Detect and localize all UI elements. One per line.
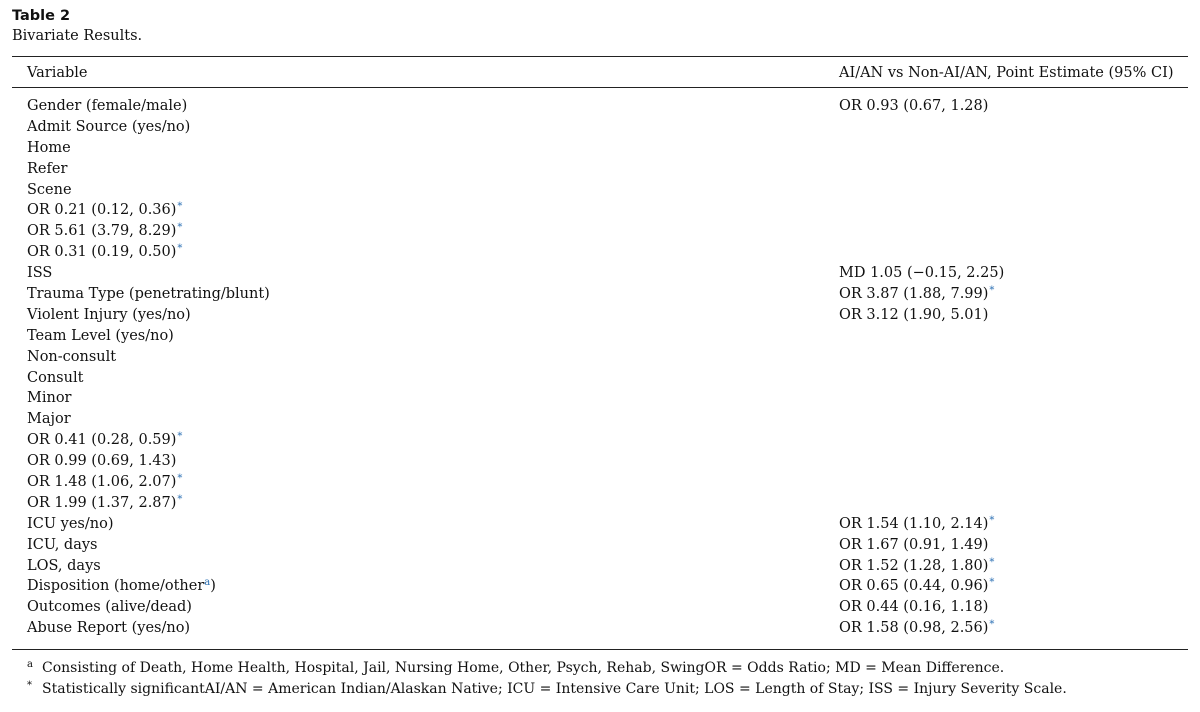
variable-cell — [27, 284, 270, 304]
significance-mark: * — [989, 577, 995, 589]
variable-cell — [27, 180, 72, 200]
footnote-mark: a — [204, 577, 211, 589]
variable-text: Outcomes (alive/dead) — [27, 599, 192, 616]
table-row — [12, 493, 1188, 514]
estimate-cell — [839, 514, 994, 536]
variable-text: Disposition (home/other — [27, 578, 205, 595]
footnote-mark: * — [27, 680, 32, 692]
column-header-estimate: AI/AN vs Non-AI/AN, Point Estimate (95% CI) — [839, 65, 1174, 81]
variable-text: Gender (female/male) — [27, 98, 188, 114]
variable-text: Team Level (yes/no) — [27, 327, 174, 344]
variable-cell — [27, 556, 101, 576]
footnote-mark: a — [27, 659, 33, 671]
variable-cell — [27, 618, 190, 638]
table-row — [12, 159, 1188, 180]
table-row — [12, 472, 1188, 493]
variable-text: Admit Source (yes/no) — [27, 118, 191, 135]
significance-mark: * — [177, 222, 183, 234]
variable-text: Major — [27, 411, 71, 428]
table-header-row — [12, 57, 1188, 87]
variable-cell — [27, 326, 174, 346]
significance-mark: * — [177, 473, 183, 485]
table-row — [12, 180, 1188, 201]
variable-text: Refer — [27, 160, 68, 177]
variable-cell — [27, 96, 187, 116]
table-row — [12, 618, 1188, 639]
table-label: Table 2 — [12, 8, 71, 24]
variable-text: Trauma Type (penetrating/blunt) — [27, 286, 270, 303]
table-row — [12, 388, 1188, 409]
variable-cell — [27, 368, 83, 388]
significance-mark: * — [177, 493, 183, 505]
table-row — [12, 451, 1188, 472]
estimate-cell — [839, 556, 994, 578]
variable-cell — [27, 409, 71, 429]
significance-mark: * — [989, 556, 995, 568]
variable-text: OR 0.21 (0.12, 0.36) — [27, 202, 177, 219]
significance-mark: * — [177, 243, 183, 255]
table-row — [12, 263, 1188, 284]
table-footnotes — [12, 650, 1188, 700]
table-row — [12, 576, 1188, 597]
variable-text: Abuse Report (yes/no) — [27, 620, 191, 637]
estimate-cell — [839, 535, 988, 555]
estimate-text: OR 1.67 (0.91, 1.49) — [839, 536, 989, 553]
variable-text: OR 0.41 (0.28, 0.59) — [27, 432, 177, 449]
significance-mark: * — [989, 285, 995, 297]
variable-text: Violent Injury (yes/no) — [27, 306, 191, 323]
estimate-cell — [839, 96, 988, 116]
variable-text: ISS — [27, 265, 53, 282]
estimate-text: OR 1.52 (1.28, 1.80) — [839, 557, 989, 574]
variable-text: OR 0.99 (0.69, 1.43) — [27, 453, 177, 470]
estimate-text: OR 3.12 (1.90, 5.01) — [839, 306, 989, 323]
estimate-cell — [839, 618, 994, 640]
variable-cell — [27, 493, 182, 515]
footnote-text: Statistically significantAI/AN = American Indian/Alaskan Native; ICU = Intensive Care Unit; LOS = Length of Stay; ISS = Injury Severity Scale. — [42, 681, 1067, 698]
variable-cell — [27, 597, 192, 617]
estimate-text: OR 3.87 (1.88, 7.99) — [839, 286, 989, 303]
table-row — [12, 96, 1188, 117]
table-body — [12, 88, 1188, 649]
estimate-text: OR 1.58 (0.98, 2.56) — [839, 620, 989, 637]
table-caption: Bivariate Results. — [12, 28, 143, 44]
variable-cell — [27, 242, 182, 264]
significance-mark: * — [177, 431, 183, 443]
significance-mark: * — [989, 514, 995, 526]
footnote — [12, 658, 1188, 679]
variable-text: Home — [27, 139, 71, 156]
footnote — [12, 679, 1188, 700]
table-row — [12, 430, 1188, 451]
significance-mark: * — [177, 201, 183, 213]
table-row — [12, 305, 1188, 326]
variable-text: Consult — [27, 369, 84, 386]
variable-text: OR 1.99 (1.37, 2.87) — [27, 494, 177, 511]
variable-cell — [27, 159, 67, 179]
table-row — [12, 242, 1188, 263]
estimate-cell — [839, 597, 988, 617]
table-row — [12, 556, 1188, 577]
variable-cell — [27, 138, 71, 158]
variable-cell — [27, 514, 113, 534]
table-row — [12, 347, 1188, 368]
variable-text: OR 1.48 (1.06, 2.07) — [27, 474, 177, 491]
table-row — [12, 221, 1188, 242]
table-row — [12, 535, 1188, 556]
variable-cell — [27, 347, 116, 367]
estimate-cell — [839, 284, 994, 306]
estimate-cell — [839, 305, 988, 325]
estimate-text: OR 0.65 (0.44, 0.96) — [839, 578, 989, 595]
variable-cell — [27, 535, 98, 555]
variable-cell — [27, 305, 191, 325]
variable-cell — [27, 263, 52, 283]
variable-text: Scene — [27, 181, 72, 198]
variable-cell — [27, 451, 176, 471]
table-row — [12, 117, 1188, 138]
table-row — [12, 326, 1188, 347]
variable-text: OR 5.61 (3.79, 8.29) — [27, 223, 177, 240]
table-figure — [12, 6, 1188, 700]
variable-text: ICU, days — [27, 536, 98, 553]
table-row — [12, 138, 1188, 159]
variable-cell — [27, 576, 216, 598]
estimate-cell — [839, 576, 994, 598]
estimate-text: OR 1.54 (1.10, 2.14) — [839, 515, 989, 532]
variable-cell — [27, 388, 71, 408]
table-row — [12, 368, 1188, 389]
variable-suffix: ) — [210, 578, 216, 595]
estimate-cell — [839, 263, 1004, 283]
footnote-text: Consisting of Death, Home Health, Hospital, Jail, Nursing Home, Other, Psych, Rehab, SwingOR = Odds Ratio; MD = Mean Difference. — [42, 660, 1005, 677]
estimate-text: OR 0.44 (0.16, 1.18) — [839, 599, 989, 616]
variable-text: OR 0.31 (0.19, 0.50) — [27, 244, 177, 261]
column-header-variable: Variable — [27, 65, 88, 81]
table-row — [12, 597, 1188, 618]
variable-cell — [27, 221, 182, 243]
table-row — [12, 409, 1188, 430]
estimate-text: MD 1.05 (−0.15, 2.25) — [839, 265, 1005, 282]
variable-text: Minor — [27, 390, 72, 407]
significance-mark: * — [989, 619, 995, 631]
table-row — [12, 200, 1188, 221]
table-row — [12, 514, 1188, 535]
variable-cell — [27, 472, 182, 494]
variable-text: LOS, days — [27, 557, 101, 574]
variable-cell — [27, 117, 190, 137]
variable-cell — [27, 200, 182, 222]
table-row — [12, 284, 1188, 305]
variable-text: Non-consult — [27, 348, 117, 365]
estimate-text: OR 0.93 (0.67, 1.28) — [839, 98, 989, 114]
variable-text: ICU yes/no) — [27, 515, 114, 532]
variable-cell — [27, 430, 182, 452]
